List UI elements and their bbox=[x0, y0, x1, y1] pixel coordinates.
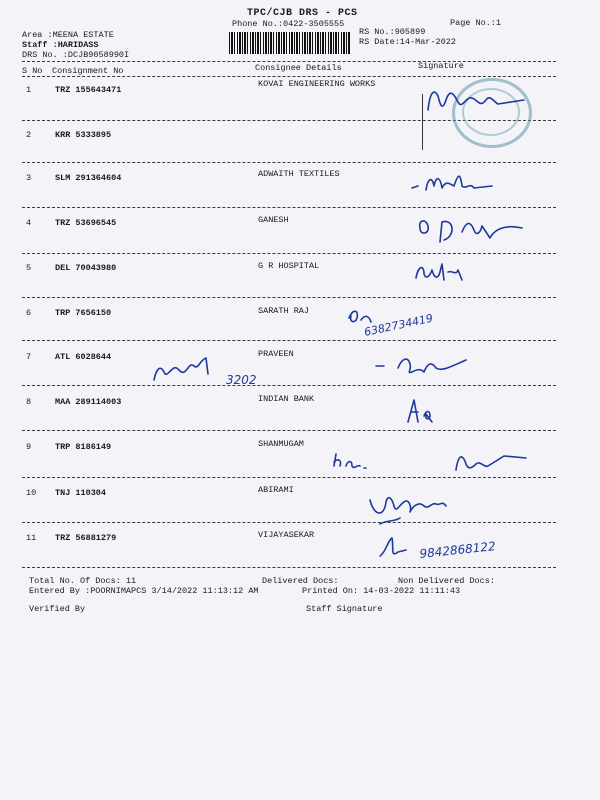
row-consignment: TRZ 155643471 bbox=[55, 85, 122, 95]
page-number: Page No.:1 bbox=[450, 18, 502, 28]
signature-row-7 bbox=[372, 350, 472, 380]
signature-row-6 bbox=[345, 298, 455, 343]
row-sno: 10 bbox=[26, 488, 37, 498]
row-sno: 1 bbox=[26, 85, 32, 95]
row-sno: 3 bbox=[26, 173, 32, 183]
row-consignment: TRZ 56881279 bbox=[55, 533, 117, 543]
row-sno: 8 bbox=[26, 397, 32, 407]
non-delivered-docs: Non Delivered Docs: bbox=[398, 576, 495, 586]
divider bbox=[22, 61, 556, 62]
row-consignee: INDIAN BANK bbox=[258, 394, 315, 404]
row-divider bbox=[22, 522, 556, 523]
drs-number: DRS No. :DCJB9058990I bbox=[22, 50, 130, 60]
divider bbox=[22, 76, 556, 77]
staff-signature-label: Staff Signature bbox=[306, 604, 383, 614]
handwritten-phone-row-6: 6382734419 bbox=[362, 311, 435, 339]
row-sno: 7 bbox=[26, 352, 32, 362]
row-divider bbox=[22, 430, 556, 431]
row-consignee: GANESH bbox=[258, 215, 289, 225]
row-divider bbox=[22, 162, 556, 163]
signature-row-1 bbox=[420, 82, 530, 122]
row-consignment: TNJ 110304 bbox=[55, 488, 107, 498]
svg-text:3202: 3202 bbox=[226, 373, 257, 387]
rs-number: RS No.:905899 bbox=[359, 27, 426, 37]
entered-by: Entered By :POORNIMAPCS 3/14/2022 11:13:12 AM bbox=[29, 586, 259, 596]
col-header-consignment: Consignment No bbox=[52, 66, 124, 76]
row-consignee: PRAVEEN bbox=[258, 349, 294, 359]
signature-row-10 bbox=[364, 486, 474, 530]
row-consignment: SLM 291364604 bbox=[55, 173, 122, 183]
staff-label: Staff :HARIDASS bbox=[22, 40, 99, 50]
barcode-image bbox=[229, 32, 351, 54]
row-divider bbox=[22, 340, 556, 341]
row-sno: 4 bbox=[26, 218, 32, 228]
printed-on: Printed On: 14-03-2022 11:11:43 bbox=[302, 586, 461, 596]
handwritten-phone-row-11: 9842868122 bbox=[418, 539, 497, 561]
row-consignee: SARATH RAJ bbox=[258, 306, 310, 316]
row-consignee: G R HOSPITAL bbox=[258, 261, 320, 271]
document-title: TPC/CJB DRS - PCS bbox=[247, 8, 358, 19]
row-consignment: TRZ 53696545 bbox=[55, 218, 117, 228]
signature-row-11 bbox=[376, 528, 536, 568]
row-divider bbox=[22, 253, 556, 254]
row-consignment: TRP 8186149 bbox=[55, 442, 112, 452]
col-header-signature: Signature bbox=[418, 61, 464, 71]
row-consignment: ATL 6028644 bbox=[55, 352, 112, 362]
row-sno: 6 bbox=[26, 308, 32, 318]
delivered-docs: Delivered Docs: bbox=[262, 576, 339, 586]
signature-row-5 bbox=[412, 258, 472, 284]
row-sno: 11 bbox=[26, 533, 37, 543]
signature-row-8 bbox=[404, 394, 454, 428]
signature-row-4 bbox=[414, 212, 534, 246]
row-sno: 9 bbox=[26, 442, 32, 452]
row-consignment: DEL 70043980 bbox=[55, 263, 117, 273]
row-consignee: ADWAITH TEXTILES bbox=[258, 169, 340, 179]
row-consignment: MAA 289114003 bbox=[55, 397, 122, 407]
signature-row-9 bbox=[330, 448, 530, 478]
row-divider bbox=[22, 297, 556, 298]
row-consignee: ABIRAMI bbox=[258, 485, 294, 495]
row-sno: 5 bbox=[26, 263, 32, 273]
row-consignee: KOVAI ENGINEERING WORKS bbox=[258, 79, 376, 89]
rs-date: RS Date:14-Mar-2022 bbox=[359, 37, 456, 47]
signature-row-3 bbox=[408, 166, 508, 196]
row-consignee: VIJAYASEKAR bbox=[258, 530, 315, 540]
row-consignee: SHANMUGAM bbox=[258, 439, 304, 449]
row-consignment: KRR 5333895 bbox=[55, 130, 112, 140]
row-divider bbox=[22, 207, 556, 208]
verified-by: Verified By bbox=[29, 604, 86, 614]
phone-number: Phone No.:0422-3505555 bbox=[232, 19, 345, 29]
area-label: Area :MEENA ESTATE bbox=[22, 30, 114, 40]
col-header-sno: S No bbox=[22, 66, 43, 76]
row-sno: 2 bbox=[26, 130, 32, 140]
total-docs: Total No. Of Docs: 11 bbox=[29, 576, 137, 586]
col-header-consignee: Consignee Details bbox=[255, 63, 342, 73]
handwritten-note-row-7 bbox=[150, 350, 290, 390]
row-consignment: TRP 7656150 bbox=[55, 308, 112, 318]
